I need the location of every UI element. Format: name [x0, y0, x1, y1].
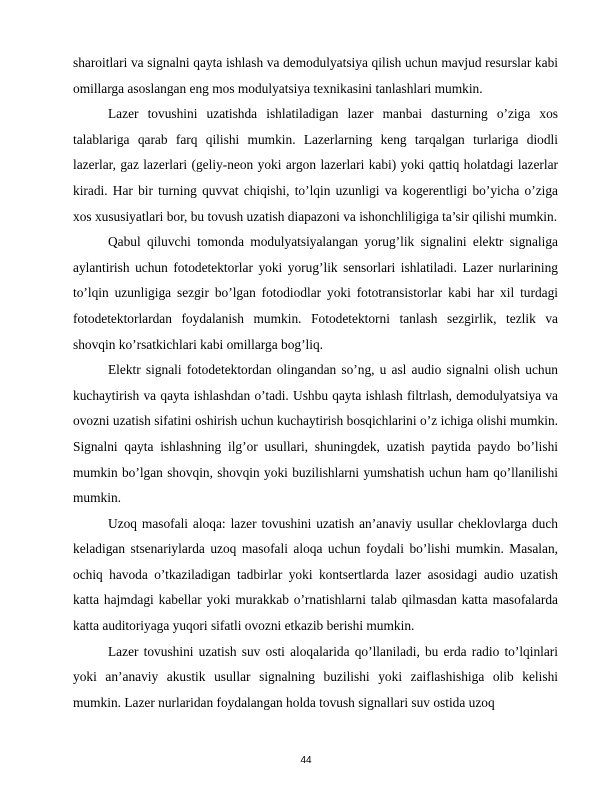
paragraph-receiver: Qabul qiluvchi tomonda modulyatsiyalangan yorug’lik signalini elektr signaliga aylantirish uchun fotodetektorlar yoki yorug’lik sensorlari ishlatiladi. Lazer nurlarining to’lqin uzunligiga sezgir bo’lgan fotodiodlar yoki fototransistorlar kabi har xil turdagi fotodetektorlardan foydalanish mumkin. Fotodetektorni tanlash sezgirlik, tezlik va shovqin ko’rsatkichlari kabi omillarga bog’liq.: [73, 234, 558, 352]
paragraph-long-distance: Uzoq masofali aloqa: lazer tovushini uzatish an’anaviy usullar cheklovlarga duch keladigan stsenariylarda uzoq masofali aloqa uchun foydali bo’lishi mumkin. Masalan, ochiq havoda o’tkaziladigan tadbirlar yoki kontsertlarda lazer asosidagi audio uzatish katta hajmdagi kabellar yoki murakkab o’rnatishlarni talab qilmasdan katta masofalarda katta auditoriyaga yuqori sifatli ovozni etkazib berishi mumkin.: [73, 515, 558, 634]
paragraph-continuation: sharoitlari va signalni qayta ishlash va demodulyatsiya qilish uchun mavjud resurslar kabi omillarga asoslangan eng mos modulyatsiya texnikasini tanlashlari mumkin.: [73, 55, 558, 96]
page-body: [73, 50, 558, 715]
paragraph-underwater: Lazer tovushini uzatish suv osti aloqalarida qo’llaniladi, bu erda radio to’lqinlari yoki an’anaviy akustik usullar signalning buzilishi yoki zaiflashishiga olib kelishi mumkin. Lazer nurlaridan foydalangan holda tovush signallari suv ostida uzoq: [73, 643, 558, 710]
paragraph-signal-processing: Elektr signali fotodetektordan olingandan so’ng, u asl audio signalni olish uchun kuchaytirish va qayta ishlashdan o’tadi. Ushbu qayta ishlash filtrlash, demodulyatsiya va ovozni uzatish sifatini oshirish uchun kuchaytirish bosqichlarini o’z ichiga olishi mumkin. Signalni qayta ishlashning ilg’or usullari, shuningdek, uzatish paytida paydo bo’lishi mumkin bo’lgan shovqin, shovqin yoki buzilishlarni yumshatish uchun ham qo’llanilishi mumkin.: [73, 362, 558, 506]
paragraph-laser-source: Lazer tovushini uzatishda ishlatiladigan lazer manbai dasturning o’ziga xos talablariga qarab farq qilishi mumkin. Lazerlarning keng tarqalgan turlariga diodli lazerlar, gaz lazerlari (geliy-neon yoki argon lazerlari kabi) yoki qattiq holatdagi lazerlar kiradi. Har bir turning quvvat chiqishi, to’lqin uzunligi va kogerentligi bo’yicha o’ziga xos xususiyatlari bor, bu tovush uzatish diapazoni va ishonchliligiga ta’sir qilishi mumkin.: [73, 106, 558, 224]
page-number: 44: [300, 755, 312, 766]
